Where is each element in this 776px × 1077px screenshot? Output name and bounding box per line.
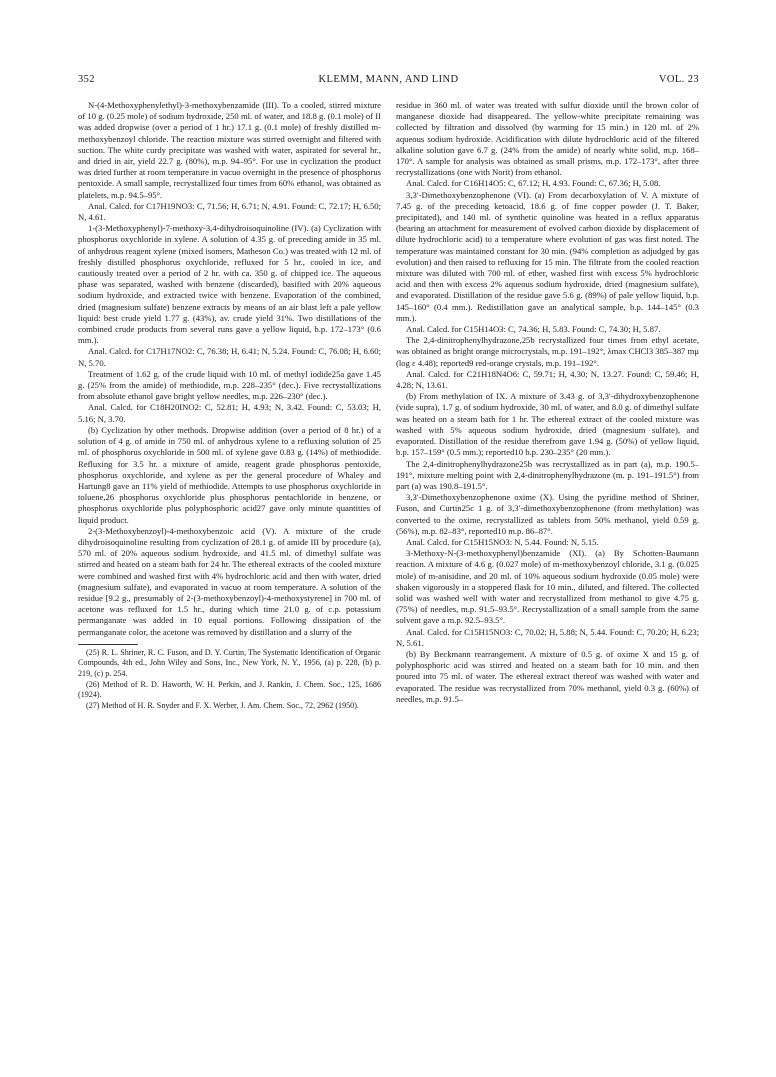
paragraph-compound-vi: 3,3′-Dimethoxybenzophenone (VI). (a) From decarboxylation of V. A mixture of 7.45 g. of the preceding ketoacid, 18.6 g. of fine copper powder (J. T. Baker, precipitated), and 140 ml. of synthetic quinoline was heated in a reflux apparatus (bearing an attachment for measurement of evolved carbon dioxide by displacement of dilute hydrochloric acid) to a temperature where evolution of gas was first noted. The temperature was maintained constant for 30 min. (94% completion as adjudged by gas evolution) and then raised to refluxing for 15 min. The filtrate from the cooled reaction mixture was diluted with 700 ml. of ether, washed first with excess 5% hydrochloric acid and then with excess 2% aqueous sodium hydroxide, dried (magnesium sulfate), and evaporated. Distillation of the residue gave 5.6 g. (89%) of pale yellow liquid, b.p. 145–160° (0.4 mm.). Redistillation gave an analytical sample, b.p. 144–145° (0.3 mm.). [396, 189, 699, 323]
page-number: 352 [78, 74, 95, 85]
paragraph-compound-iii: N-(4-Methoxyphenylethyl)-3-methoxybenzamide (III). To a cooled, stirred mixture of 10 g. (0.25 mole) of sodium hydroxide, 250 ml. of water, and 18.8 g. (0.1 mole) of II was added dropwise (over a period of 1 hr.) 17.1 g. (0.1 mole) of freshly distilled m-methoxybenzoyl chloride. The reaction mixture was stirred overnight and filtered with suction. The white curdy precipitate was washed with water, aspirated for several hr., and dried in air, yield 22.7 g. (80%), m.p. 94–95°. For use in cyclization the product was dried further at room temperature in vacuo overnight in the presence of phosphorus pentoxide. A small sample, recrystallized four times from 60% ethanol, was obtained as platelets, m.p. 94.5–95°. [78, 100, 381, 200]
analysis-vi: Anal. Calcd. for C15H14O3: C, 74.36; H, 5.83. Found: C, 74.30; H, 5.87. [406, 324, 661, 335]
analysis-v: Anal. Calcd. for C16H14O5: C, 67.12; H, 4.93. Found: C, 67.36; H, 5.08. [406, 178, 661, 189]
paragraph-dnp-hydrazone: The 2,4-dinitrophenylhydrazone,25b recrystallized four times from ethyl acetate, was obtained as bright orange microcrystals, m.p. 191–192°, λmax CHCl3 385–387 mμ (log ε 4.48); reported9 red-orange crystals, m.p. 191–192°. [396, 335, 699, 368]
analysis-iv: Anal. Calcd. for C17H17NO2: C, 76.38; H, 6.41; N, 5.24. Found: C, 76.08; H, 6.60; N, 5.70. [78, 346, 381, 368]
footnote-26: (26) Method of R. D. Haworth, W. H. Perkin, and J. Rankin, J. Chem. Soc., 125, 1686 (1924). [78, 679, 381, 700]
paragraph-beckmann: (b) By Beckmann rearrangement. A mixture of 0.5 g. of oxime X and 15 g. of polyphosphoric acid was stirred and heated on a steam bath for 10 min. and then poured into 75 ml. of water. The ethereal extract thereof was washed with water and evaporated. The residue was recrystallized from 70% methanol, yield 0.3 g. (60%) of needles, m.p. 91.5– [396, 648, 699, 704]
analysis-iii: Anal. Calcd. for C17H19NO3: C, 71.56; H, 6.71; N, 4.91. Found: C, 72.17; H, 6.50; N, 4.61. [78, 200, 381, 223]
left-column [78, 100, 381, 711]
analysis-methiodide: Anal. Calcd. for C18H20INO2: C, 52.81; H, 4.93; N, 3.42. Found: C, 53.03; H, 5.16; N, 3.70. [78, 402, 381, 424]
analysis-oxime-x: Anal. Calcd. for C15H15NO3: N, 5.44. Found: N, 5.15. [406, 536, 599, 547]
paragraph-dnp-part-b: The 2,4-dinitrophenylhydrazone25b was recrystallized as in part (a), m.p. 190.5–191°, mixture melting point with 2,4-dinitrophenylhydrazone (m. p. 191–191.5°) from part (a) was 190.8–191.5°. [396, 458, 699, 491]
paragraph-other-cyclization: (b) Cyclization by other methods. Dropwise addition (over a period of 8 hr.) of a solution of 4 g. of amide in 750 ml. of anhydrous xylene to a refluxing solution of 25 ml. of phosphorus oxychloride in 500 ml. of xylene gave 0.83 g. (14%) of methiodide. Refluxing for 3.5 hr. a mixture of amide, reagent grade phosphorus pentoxide, phosphorus oxychloride, and xylene as per the general procedure of Whaley and Hartung8 gave an 11% yield of methiodide. Attempts to use phosphorus oxychloride in toluene,26 phosphorus oxychloride plus phosphorus pentachloride in benzene, or phosphorus oxychloride plus polyphosphoric acid27 gave only minute quantities of liquid product. [78, 424, 381, 525]
running-head: KLEMM, MANN, AND LIND [318, 74, 459, 85]
footnote-27: (27) Method of H. R. Snyder and F. X. Werber, J. Am. Chem. Soc., 72, 2962 (1950). [86, 700, 359, 710]
paragraph-compound-xi: 3-Methoxy-N-(3-methoxyphenyl)benzamide (XI). (a) By Schotten-Baumann reaction. A mixture of 4.6 g. (0.027 mole) of m-methoxybenzoyl chloride, 3.1 g. (0.025 mole) of m-anisidine, and 20 ml. of 10% aqueous sodium hydroxide (0.05 mole) were shaken vigorously in a stoppered flask for 10 min., diluted, and filtered. The collected solid was washed well with water and recrystallized from methanol to give 4.75 g. (75%) of needles, m.p. 91.5–93.5°. Recrystallization of a small sample from the same solvent gave a m.p. 92.5–93.5°. [396, 548, 699, 626]
paragraph-compound-v: 2-(3-Methoxybenzoyl)-4-methoxybenzoic acid (V). A mixture of the crude dihydroisoquinoline resulting from cyclization of 28.1 g. of amide III by procedure (a), 570 ml. of 20% aqueous sodium hydroxide, and 41.5 ml. of dimethyl sulfate was stirred and heated on a steam bath for 24 hr. The ethereal extracts of the cooled mixture were combined and washed first with 4% hydrochloric acid and then with water, dried (magnesium sulfate), and evaporated in vacuo at room temperature. A solution of the residue [9.2 g., presumably of 2-(3-methoxybenzoyl)-4-methoxystyrene] in 700 ml. of acetone was refluxed for 1.5 hr., during which time 21.0 g. of c.p. potassium permanganate was added in 10 equal portions. Following dissipation of the permanganate color, the acetone was removed by distillation and a slurry of the [78, 525, 381, 637]
paragraph-compound-iv: 1-(3-Methoxyphenyl)-7-methoxy-3,4-dihydroisoquinoline (IV). (a) Cyclization with phosphorus oxychloride in xylene. A solution of 4.35 g. of preceding amide in 35 ml. of anhydrous reagent xylene (mixed isomers, Matheson Co.) was treated with 12 ml. of freshly distilled phosphorus oxychloride, refluxed for 5 hr., cooled in ice, and cautiously treated over a period of 2 hr. with ca. 350 g. of chipped ice. The aqueous phase was separated, washed with benzene (discarded), basified with 20% aqueous sodium hydroxide, and extracted twice with benzene. Evaporation of the combined, dried (magnesium sulfate) benzene extracts by means of an air blast left a pale yellow liquid: best crude yield 1.77 g. (43%), av. crude yield 31%. Two distillations of the combined crude products from several runs gave a yellow liquid, b.p. 172–173° (0.6 mm.). [78, 223, 381, 346]
paragraph-oxime-x: 3,3′-Dimethoxybenzophenone oxime (X). Using the pyridine method of Shriner, Fuson, and Curtin25c 1 g. of 3,3′-dimethoxybenzophenone (from methylation) was converted to the oxime, recrystallized as tablets from 50% methanol, yield 0.59 g. (56%), m.p. 82–83°, reported10 m.p. 86–87°. [396, 492, 699, 536]
page-header [78, 74, 699, 88]
paragraph-methiodide: Treatment of 1.62 g. of the crude liquid with 10 ml. of methyl iodide25a gave 1.45 g. (25% from the amide) of methiodide, m.p. 228–235° (dec.). Five recrystallizations from absolute ethanol gave bright yellow needles, m.p. 226–230° (dec.). [78, 368, 381, 402]
footnote-divider [78, 644, 138, 645]
volume-label: VOL. 23 [658, 74, 699, 85]
analysis-xi: Anal. Calcd. for C15H15NO3: C, 70.02; H, 5.88; N, 5.44. Found: C, 70.20; H, 6.23; N, 5.61. [396, 626, 699, 648]
paragraph-v-continued: residue in 360 ml. of water was treated with sulfur dioxide until the brown color of manganese dioxide had disappeared. The yellow-white precipitate remaining was collected by filtration and dissolved (by warming for 15 min.) in 120 ml. of 2% aqueous sodium hydroxide. Acidification with dilute hydrochloric acid of the filtered alkaline solution gave 6.7 g. (24% from the amide) of nearly white solid, m.p. 168–170°. A sample for analysis was obtained as small prisms, m.p. 172–173°, after three recrystallizations (one with Norit) from ethanol. [396, 100, 699, 178]
right-column [396, 100, 699, 705]
analysis-dnp-hydrazone: Anal. Calcd. for C21H18N4O6: C, 59.71; H, 4.30; N, 13.27. Found: C, 59.46; H, 4.28; N, 13.61. [396, 368, 699, 391]
paragraph-methylation-ix: (b) From methylation of IX. A mixture of 3.43 g. of 3,3′-dihydroxybenzophenone (vide supra), 1.7 g. of sodium hydroxide, 30 ml. of water, and 8.0 g. of dimethyl sulfate was heated on a steam bath for 1 hr. The ethereal extract of the cooled mixture was washed with 5% aqueous sodium hydroxide, dried (magnesium sulfate), and evaporated. Distillation of the residue therefrom gave 1.94 g. (50%) of yellow liquid, b.p. 157–159° (0.5 mm.); reported10 b.p. 230–235° (20 mm.). [396, 391, 699, 458]
footnote-25: (25) R. L. Shriner, R. C. Fuson, and D. Y. Curtin, The Systematic Identification of Organic Compounds, 4th ed., John Wiley and Sons, Inc., New York, N. Y., 1956, (a) p. 228, (b) p. 219, (c) p. 254. [78, 647, 381, 678]
